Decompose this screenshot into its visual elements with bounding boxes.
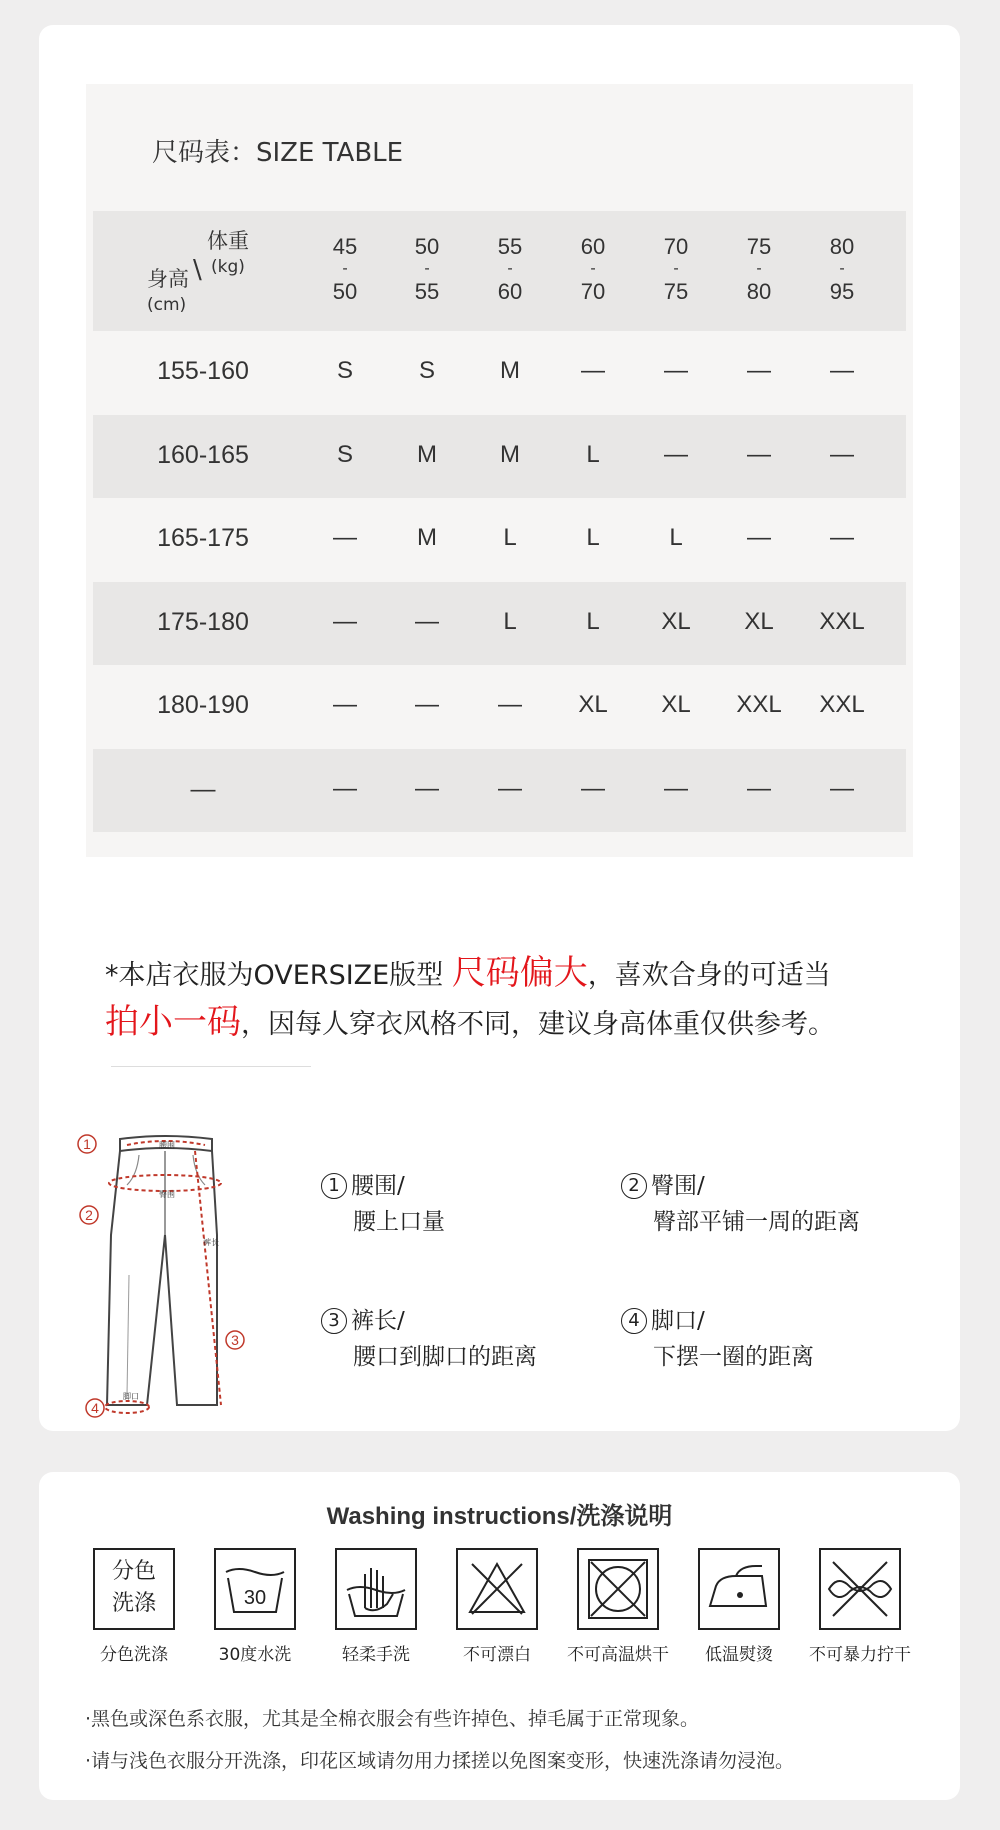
table-header-row [93, 211, 906, 331]
table-row [93, 415, 906, 499]
no-tumble-dry-icon [577, 1548, 659, 1630]
weight-range-bottom: 70 [580, 279, 606, 304]
measure-desc-4: 下摆一圈的距离 [653, 1344, 814, 1370]
size-cell: — [747, 524, 771, 551]
weight-range-top: 80 [829, 234, 855, 259]
measure-length [321, 1303, 537, 1375]
size-cell: — [747, 774, 771, 802]
wash-note-1: ·黑色或深色系衣服，尤其是全棉衣服会有些许掉色、掉毛属于正常现象。 [85, 1708, 700, 1730]
size-cell: XXL [819, 607, 865, 635]
wash-label-5: 不可高温烘干 [567, 1645, 669, 1665]
wash-label-7: 不可暴力拧干 [809, 1645, 911, 1665]
table-row [93, 665, 906, 749]
table-title: 尺码表：SIZE TABLE [152, 138, 404, 168]
measure-title-1: 腰围/ [351, 1173, 405, 1199]
table-row [93, 498, 906, 582]
size-cell: — [333, 774, 357, 802]
separate-wash-icon [93, 1548, 175, 1630]
table-row [93, 582, 906, 666]
notice-highlight-2: 拍小一码 [105, 1002, 241, 1042]
weight-range-top: 55 [497, 234, 523, 259]
size-cell: M [417, 440, 437, 468]
weight-range-dash: - [673, 260, 679, 277]
no-bleach-icon [456, 1548, 538, 1630]
size-cell: — [830, 357, 854, 384]
size-cell: L [669, 524, 683, 551]
measure-num-3: 3 [321, 1308, 347, 1334]
size-cell: — [664, 357, 688, 384]
size-cell: L [586, 524, 600, 551]
measure-title-3: 裤长/ [351, 1308, 405, 1334]
weight-range-dash: - [839, 260, 845, 277]
label-hem: 脚口 [123, 1392, 139, 1401]
size-cell: L [586, 607, 600, 635]
row-height-range: 175-180 [157, 607, 249, 636]
row-height-range: 165-175 [157, 524, 249, 552]
size-cell: S [336, 357, 353, 384]
size-cell: — [581, 357, 605, 384]
wash-label-1: 分色洗涤 [100, 1645, 168, 1665]
weight-range-bottom: 55 [414, 279, 440, 304]
weight-range-top: 75 [746, 234, 772, 259]
weight-range-bottom: 80 [746, 279, 772, 304]
size-cell: M [417, 524, 437, 551]
size-cell: — [664, 440, 688, 468]
corner-height-label: 身高 [147, 267, 189, 291]
size-notice [105, 950, 925, 1048]
weight-column-header [719, 233, 799, 305]
label-waist: 腰围 [159, 1141, 175, 1150]
weight-range-top: 70 [663, 234, 689, 259]
measure-desc-2: 臀部平铺一周的距离 [653, 1209, 860, 1235]
wash-label-4: 不可漂白 [463, 1645, 531, 1665]
size-cell: — [830, 774, 854, 802]
notice-highlight-1: 尺码偏大 [451, 953, 588, 993]
size-cell: — [415, 691, 439, 718]
size-cell: — [830, 524, 854, 551]
size-cell: — [333, 691, 357, 718]
measure-desc-1: 腰上口量 [353, 1209, 445, 1235]
weight-column-header [305, 233, 385, 305]
size-cell: XL [578, 691, 608, 718]
weight-range-top: 50 [414, 234, 440, 259]
size-cell: — [498, 774, 522, 802]
size-cell: — [415, 607, 439, 635]
measure-num-4: 4 [621, 1308, 647, 1334]
weight-column-header [802, 233, 882, 305]
marker-2: 2 [85, 1207, 93, 1223]
hand-wash-icon [335, 1548, 417, 1630]
weight-range-top: 45 [332, 234, 358, 259]
row-height-range: 155-160 [157, 357, 249, 385]
weight-range-dash: - [342, 260, 348, 277]
weight-column-header [387, 233, 467, 305]
marker-3: 3 [231, 1332, 239, 1348]
table-row [93, 749, 906, 833]
corner-weight-unit: (kg) [211, 257, 245, 277]
row-height-range: 180-190 [157, 691, 249, 719]
no-wring-icon [819, 1548, 901, 1630]
row-height-range: 160-165 [157, 440, 249, 469]
measure-num-2: 2 [621, 1173, 647, 1199]
wash-label-6: 低温熨烫 [705, 1645, 773, 1665]
size-cell: — [415, 774, 439, 802]
size-cell: XL [661, 607, 691, 635]
row-height-range: — [190, 774, 216, 803]
size-cell: XL [744, 607, 774, 635]
size-cell: — [581, 774, 605, 802]
measure-title-4: 脚口/ [651, 1308, 705, 1334]
measure-desc-3: 腰口到脚口的距离 [353, 1344, 537, 1370]
size-cell: M [500, 357, 520, 384]
size-cell: — [747, 440, 771, 468]
weight-column-header [470, 233, 550, 305]
size-table [86, 84, 913, 857]
divider [111, 1066, 311, 1067]
weight-range-dash: - [424, 260, 430, 277]
notice-text-3: ，因每人穿衣风格不同，建议身高体重仅供参考。 [241, 1009, 835, 1040]
corner-slash: \ [193, 255, 202, 285]
notice-text-1: *本店衣服为OVERSIZE版型 [105, 960, 452, 991]
wash-note-2: ·请与浅色衣服分开洗涤，印花区域请勿用力揉搓以免图案变形，快速洗涤请勿浸泡。 [85, 1750, 795, 1772]
separate-wash-text: 分色 洗涤 [111, 1559, 156, 1616]
measure-hem [621, 1303, 814, 1375]
table-row [93, 331, 906, 415]
size-cell: — [498, 691, 522, 718]
size-cell: XXL [819, 691, 865, 718]
size-cell: S [336, 440, 353, 468]
size-cell: — [664, 774, 688, 802]
weight-range-top: 60 [580, 234, 606, 259]
measure-hip [621, 1168, 860, 1240]
measure-title-2: 臀围/ [651, 1173, 705, 1199]
wash-30-icon [214, 1548, 296, 1630]
size-cell: — [830, 440, 854, 468]
marker-1: 1 [83, 1136, 91, 1152]
washing-card [39, 1472, 960, 1800]
size-cell: — [333, 607, 357, 635]
size-cell: S [418, 357, 435, 384]
label-hip: 臀围 [159, 1190, 175, 1199]
weight-range-dash: - [507, 260, 513, 277]
weight-column-header [636, 233, 716, 305]
measure-waist [321, 1168, 445, 1240]
notice-text-2: ，喜欢合身的可适当 [587, 960, 831, 991]
weight-range-dash: - [590, 260, 596, 277]
corner-weight-label: 体重 [207, 229, 249, 253]
weight-range-bottom: 75 [663, 279, 689, 304]
wash-label-2: 30度水洗 [218, 1645, 292, 1665]
size-card [39, 25, 960, 1431]
size-cell: XL [661, 691, 691, 718]
weight-column-header [553, 233, 633, 305]
size-cell: L [503, 607, 517, 635]
wash-label-3: 轻柔手洗 [342, 1645, 410, 1665]
size-cell: M [500, 440, 520, 468]
label-length: 裤长 [203, 1238, 219, 1247]
size-cell: L [586, 440, 600, 468]
size-cell: — [747, 357, 771, 384]
corner-height-unit: (cm) [147, 295, 187, 315]
marker-4: 4 [91, 1400, 99, 1416]
size-cell: L [503, 524, 517, 551]
measure-num-1: 1 [321, 1173, 347, 1199]
wash-30-text: 30 [243, 1587, 267, 1609]
washing-title: Washing instructions/洗涤说明 [326, 1503, 673, 1530]
size-cell: XXL [736, 691, 782, 718]
weight-range-dash: - [756, 260, 762, 277]
size-cell: — [333, 524, 357, 551]
weight-range-bottom: 95 [829, 279, 855, 304]
low-iron-icon [698, 1548, 780, 1630]
weight-range-bottom: 60 [497, 279, 523, 304]
weight-range-bottom: 50 [332, 279, 358, 304]
pants-diagram [65, 1115, 265, 1425]
